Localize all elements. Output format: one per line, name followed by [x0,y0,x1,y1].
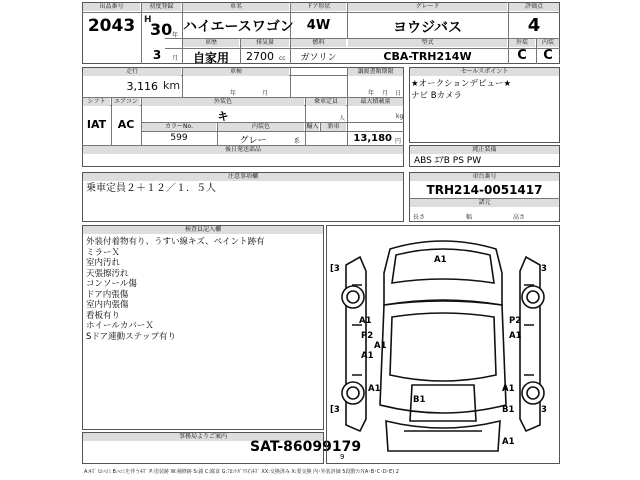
resale-year: 年 [368,90,375,97]
width-label: 幅 [466,214,473,221]
model-label: 型式 [348,39,507,47]
legend: A:ｷｽﾞ U:ﾍｺﾐ B:ﾍｺﾐを伴うｷｽﾞ P:塗装跡 W:補修跡 S:錆 C:腐食 G:ﾌﾛﾝﾄｶﾞﾗｽ石ｷｽﾞ XX:交換済み X:要交換 内･外装評価 5段階ﾗﾝｸ(A･B･C･D･E) 2 [84,469,399,475]
usage-label: 車歴 [183,39,239,47]
damage-mark: A1 [374,341,387,351]
damage-mark: A1 [359,316,372,326]
office-label: 事務局よりご案内 [83,433,323,441]
interior-color-label: 内装色 [218,123,304,131]
reg-year: 30 [150,20,173,39]
notes-value: 乗車定員２＋１２／１．５人 [86,183,216,194]
selling-point-line: ナビ Bカメラ [411,91,463,101]
ac-label: エアコン [112,98,140,106]
shift-label: シフト [83,98,110,106]
damage-mark: 3 [541,264,547,274]
int-label: 内装 [537,39,559,47]
year-suffix: 年 [172,32,179,39]
rule [141,131,404,132]
int-grade: C [543,48,553,63]
rule [141,2,142,64]
month-suffix: 月 [172,55,179,62]
inspector-line: 天張擦汚れ [86,268,129,279]
ext-grade: C [517,48,527,63]
reg-month: 3 [152,48,162,62]
inspector-label: 検査員記入欄 [83,226,323,234]
resale-day: 日 [395,90,402,97]
load-label: 最大積載量 [348,98,403,106]
equipment-label: 純正装備 [410,146,559,154]
grade-label: グレード [348,3,507,11]
new-label: 新車 [321,123,346,131]
inspector-line: 室内内張傷 [86,300,129,310]
mileage-label: 走行 [83,68,181,76]
price-value: 13,180 [353,133,392,144]
inspector-line: 室内汚れ [86,258,121,268]
damage-mark: P2 [509,316,522,326]
damage-mark: P2 [361,331,374,341]
notes-label: 注意事項欄 [83,173,403,181]
damage-mark: 9 [340,453,345,461]
damage-mark: [3 [330,405,340,415]
score: 4 [527,15,541,36]
score-label: 評価点 [509,3,559,11]
doors-label: ドア形状 [291,3,346,11]
chassis-number: TRH214-0051417 [426,183,543,197]
car-name-label: 車名 [183,3,289,11]
fuel-label: 燃料 [291,39,346,47]
mileage: 3,116 [126,80,158,93]
damage-mark: A1 [509,331,522,341]
ac: AC [117,118,135,131]
inspector-line: ドア内張傷 [86,289,129,300]
inspection-year: 年 [230,90,237,97]
inspection-label: 車検 [183,68,289,76]
doors: 4W [306,18,331,33]
damage-mark: A1 [502,437,515,447]
rule [290,67,291,97]
inspector-line: 看板有り [86,310,121,321]
import-label: 輸入 [306,123,319,130]
selling-points-label: セールスポイント [410,68,559,76]
capacity-unit: 人 [339,115,346,122]
displacement-label: 排気量 [241,39,289,47]
exterior-color-label: 外装色 [142,98,304,106]
damage-mark: A1 [434,255,447,265]
exterior-color: キ [217,110,229,123]
office-stamp: SAT-86099179 [250,439,362,455]
model: CBA-TRH214W [383,50,472,63]
ext-label: 外装 [509,39,535,47]
damage-mark: A1 [361,351,374,361]
interior-color: グレー [239,136,267,146]
interior-unit: 系 [294,138,301,145]
lot-number: 2043 [87,16,136,36]
rule [347,67,348,145]
selling-point-line: ★オークションデビュー★ [411,79,512,89]
shift: IAT [86,118,107,131]
inspection-month: 月 [262,90,269,97]
damage-mark: 3 [541,405,547,415]
damage-mark: [3 [330,264,340,274]
displacement: 2700 [246,50,274,63]
displacement-unit: cc [279,55,286,62]
height-label: 高さ [513,214,526,221]
car-name: ハイエースワゴン [183,19,294,35]
color-no-label: カラーNo. [142,123,216,131]
fuel: ガソリン [300,53,337,63]
damage-mark: B1 [502,405,515,415]
resale-month: 月 [382,90,389,97]
inspector-line: ホイールカバーＸ [86,321,154,331]
lot-label: 出品番号 [83,3,140,11]
rule [82,12,560,13]
damage-mark: B1 [413,395,426,405]
price-unit: 円 [395,138,402,145]
grade: ヨウジバス [392,20,463,36]
color-no: 599 [170,133,188,143]
equipment-value: ABS ｴｱB PS PW [414,156,482,166]
inspector-line: ミラーＸ [86,247,121,258]
inspector-line: コンソール傷 [86,279,137,289]
aftermarket-label: 後日発送部品 [83,146,403,154]
damage-mark: A1 [502,384,515,394]
usage: 自家用 [192,51,229,65]
first-reg-label: 初度登録 [142,3,181,11]
inspector-line: Sドア連動ステップ有り [86,331,176,342]
chassis-label: 車台番号 [410,173,559,181]
load-unit: kg [396,113,404,120]
inspector-line: 外装付着物有り、うすい線キズ、ペイント跡有 [86,237,265,247]
damage-mark: A1 [368,384,381,394]
era: H [144,15,152,25]
length-label: 長さ [413,214,426,221]
mileage-unit: km [163,79,181,92]
resale-label: 譲渡書類期限 [348,68,403,76]
capacity-label: 乗車定員 [306,98,346,106]
dims-label: 諸元 [410,199,559,207]
